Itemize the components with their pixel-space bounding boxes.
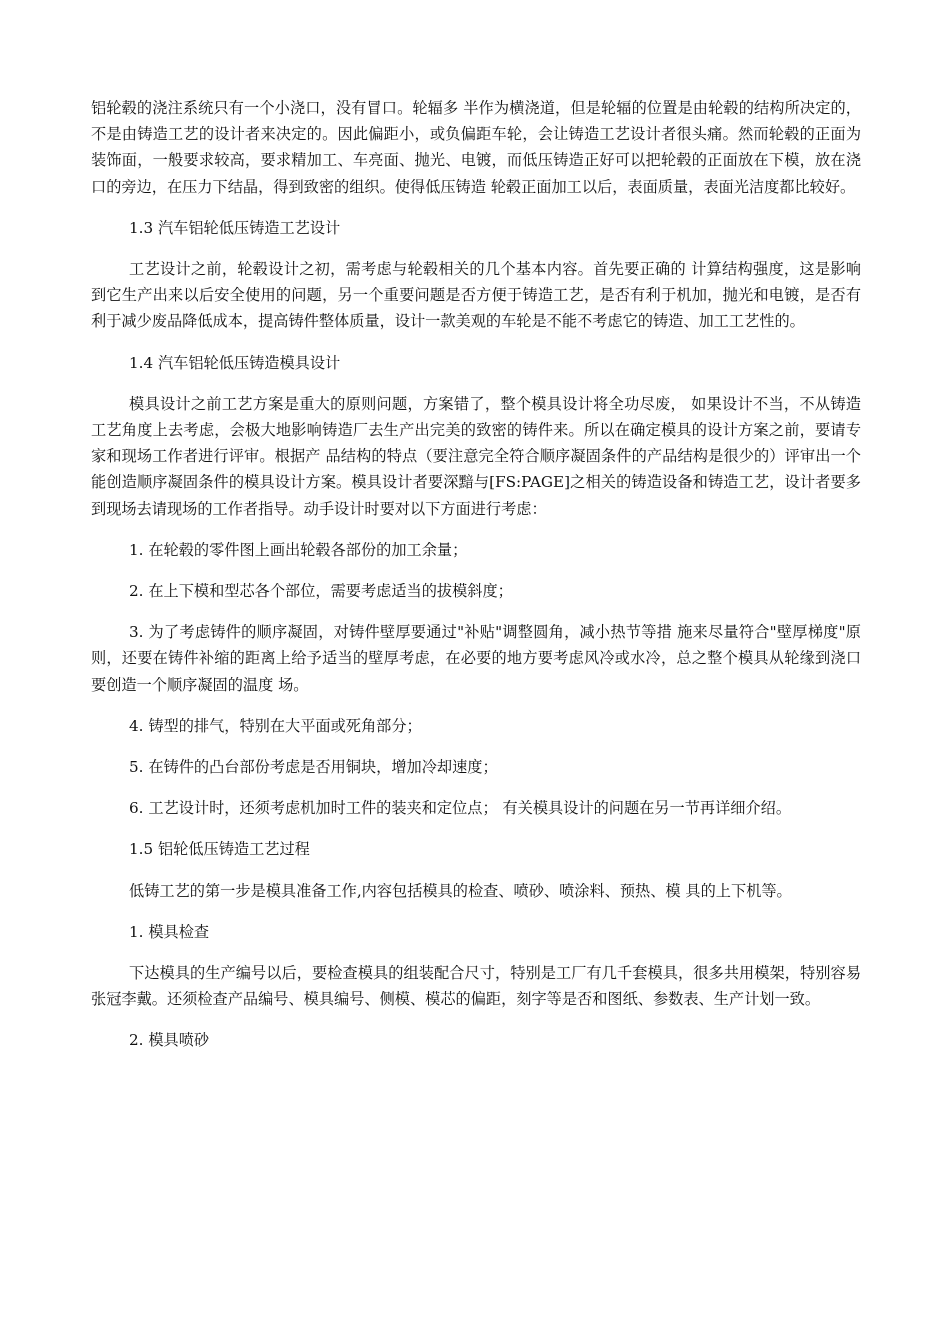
body-paragraph: 下达模具的生产编号以后，要检查模具的组装配合尺寸，特别是工厂有几千套模具，很多共用模架，特别容易张冠李戴。还须检查产品编号、模具编号、侧模、模芯的偏距，刻字等是否和图纸、参数表、生产计划一致。: [91, 964, 861, 1009]
body-paragraph: 模具设计之前工艺方案是重大的原则问题，方案错了，整个模具设计将全功尽废， 如果设计不当，不从铸造工艺角度上去考虑，会极大地影响铸造厂去生产出完美的致密的铸件来。所以在确定模具的设计方案之前，要请专家和现场工作者进行评审。根据产 品结构的特点（要注意完全符合顺序凝固条件的产品结构是很少的）评审出一个能创造顺序凝固条件的模具设计方案。模具设计者要深黯与[FS:PAGE]之相关的铸造设备和铸造工艺，设计者要多到现场去请现场的工作者指导。动手设计时要对以下方面进行考虑：: [91, 394, 861, 518]
document-page: [91, 95, 861, 1054]
body-paragraph: 低铸工艺的第一步是模具准备工作,内容包括模具的检查、喷砂、喷涂料、预热、模 具的上下机等。: [129, 881, 792, 900]
list-item: 1. 在轮毂的零件图上画出轮毂各部份的加工余量；: [129, 540, 468, 559]
list-item: 2. 模具喷砂: [129, 1031, 210, 1050]
section-heading: 1.4 汽车铝轮低压铸造模具设计: [129, 353, 341, 372]
list-item: 6. 工艺设计时，还须考虑机加时工件的装夹和定位点； 有关模具设计的问题在另一节再详细介绍。: [129, 799, 792, 818]
body-paragraph: 工艺设计之前，轮毂设计之初，需考虑与轮毂相关的几个基本内容。首先要正确的 计算结构强度，这是影响到它生产出来以后安全使用的问题，另一个重要问题是否方便于铸造工艺，是否有利于机加，抛光和电镀，是否有利于减少废品降低成本，提高铸件整体质量，设计一款美观的车轮是不能不考虑它的铸造、加工工艺性的。: [91, 260, 861, 331]
list-item: 2. 在上下模和型芯各个部位，需要考虑适当的拔模斜度；: [129, 582, 513, 601]
list-item: 3. 为了考虑铸件的顺序凝固，对铸件壁厚要通过"补贴"调整圆角，减小热节等措 施来尽量符合"壁厚梯度"原则，还要在铸件补缩的距离上给予适当的壁厚考虑，在必要的地方要考虑风冷或水冷，总之整个模具从轮缘到浇口要创造一个顺序凝固的温度 场。: [91, 623, 861, 694]
list-item: 4. 铸型的排气，特别在大平面或死角部分；: [129, 716, 422, 735]
list-item: 5. 在铸件的凸台部份考虑是否用铜块，增加冷却速度；: [129, 758, 498, 777]
section-heading: 1.5 铝轮低压铸造工艺过程: [129, 840, 310, 859]
list-item: 1. 模具检查: [129, 922, 210, 941]
body-paragraph: 铝轮毂的浇注系统只有一个小浇口，没有冒口。轮辐多 半作为横浇道，但是轮辐的位置是由轮毂的结构所决定的，不是由铸造工艺的设计者来决定的。因此偏距小，或负偏距车轮，会让铸造工艺设计者很头痛。然而轮毂的正面为 装饰面，一般要求较高，要求精加工、车亮面、抛光、电镀，而低压铸造正好可以把轮毂的正面放在下模，放在浇口的旁边，在压力下结晶，得到致密的组织。使得低压铸造 轮毂正面加工以后，表面质量，表面光洁度都比较好。: [91, 99, 861, 196]
section-heading: 1.3 汽车铝轮低压铸造工艺设计: [129, 218, 341, 237]
